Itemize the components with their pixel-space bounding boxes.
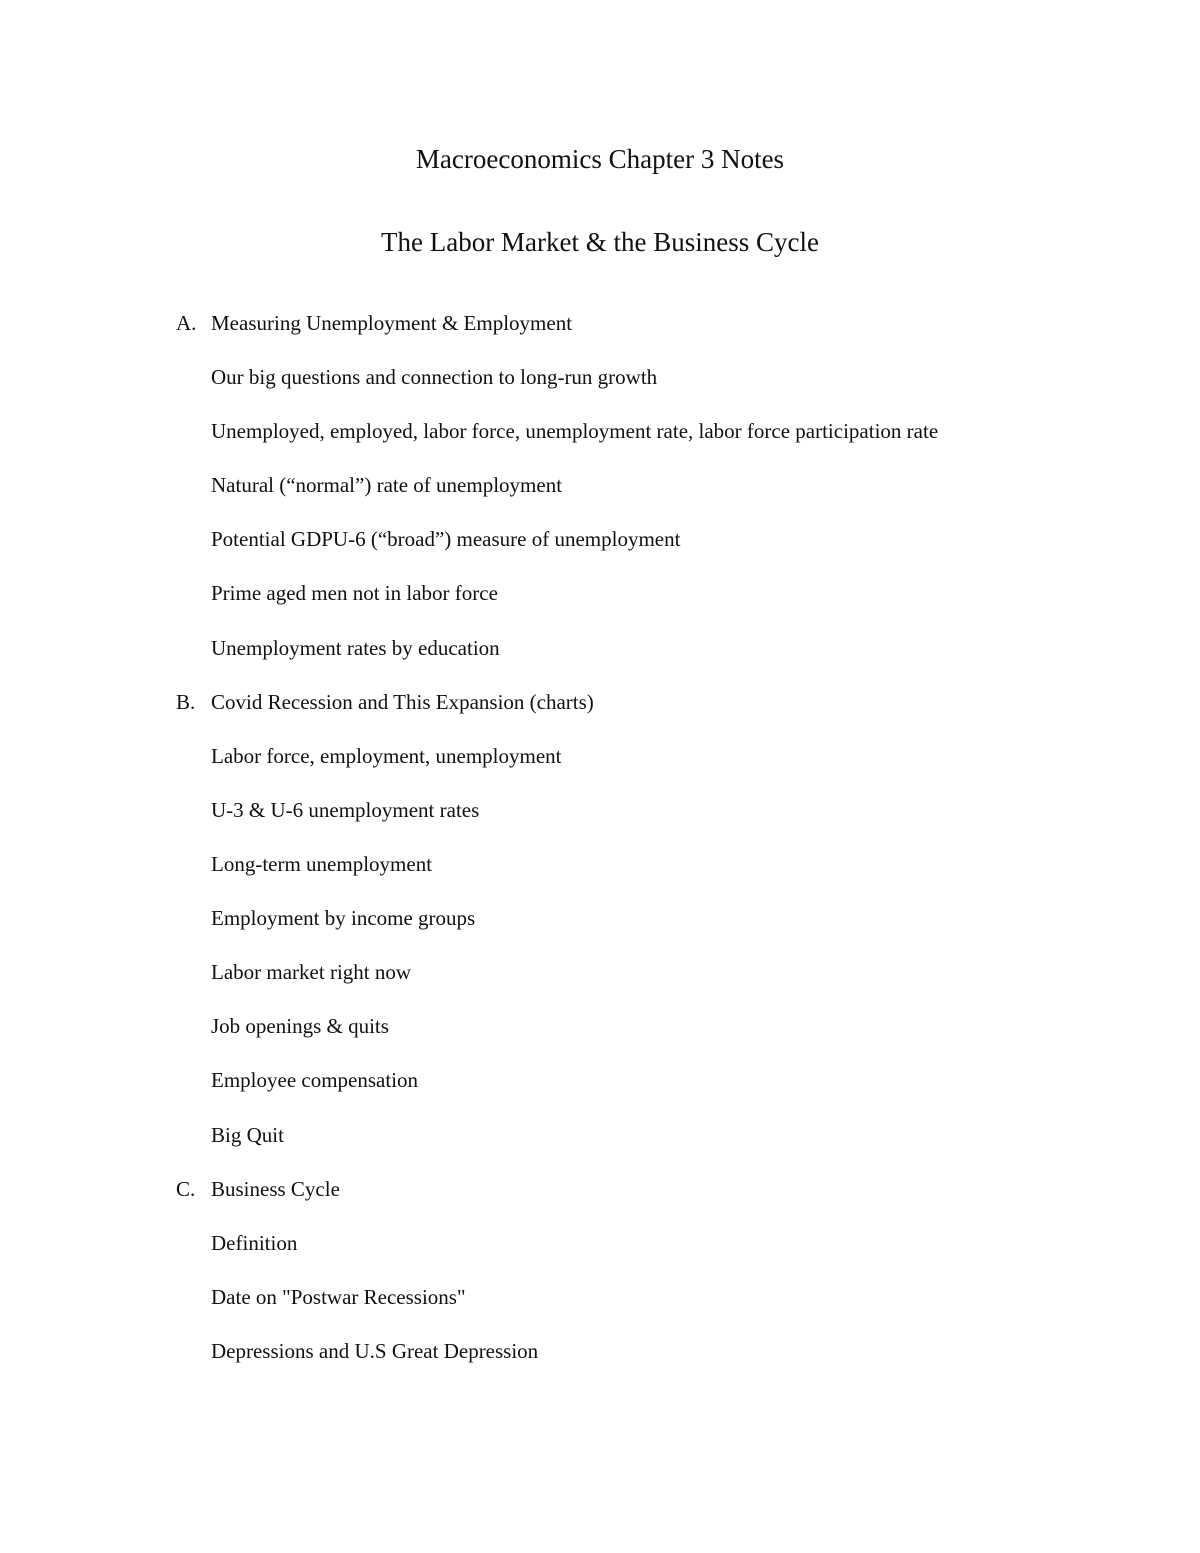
section-heading: Measuring Unemployment & Employment [211, 311, 573, 335]
list-item: Depressions and U.S Great Depression [211, 1339, 539, 1363]
list-item: Employee compensation [211, 1068, 419, 1092]
list-item: Our big questions and connection to long-run growth [211, 365, 658, 389]
section-heading: Business Cycle [211, 1177, 340, 1201]
list-item: Definition [211, 1231, 298, 1255]
list-item: Labor market right now [211, 960, 412, 984]
section-letter: A. [176, 311, 197, 335]
section-letter: C. [176, 1177, 196, 1201]
section-heading: Covid Recession and This Expansion (charts) [211, 690, 594, 714]
list-item: Unemployed, employed, labor force, unemployment rate, labor force participation rate [211, 419, 939, 443]
section-letter: B. [176, 690, 196, 714]
list-item: Employment by income groups [211, 906, 476, 930]
list-item: U-3 & U-6 unemployment rates [211, 798, 480, 822]
list-item: Date on "Postwar Recessions" [211, 1285, 466, 1309]
list-item: Natural (“normal”) rate of unemployment [211, 473, 563, 497]
list-item: Potential GDPU-6 (“broad”) measure of unemployment [211, 527, 681, 551]
list-item: Prime aged men not in labor force [211, 581, 498, 605]
document-title: Macroeconomics Chapter 3 Notes [415, 144, 785, 174]
list-item: Job openings & quits [211, 1014, 389, 1038]
document-subtitle: The Labor Market & the Business Cycle [381, 227, 819, 257]
list-item: Unemployment rates by education [211, 636, 500, 660]
list-item: Labor force, employment, unemployment [211, 744, 562, 768]
list-item: Long-term unemployment [211, 852, 433, 876]
list-item: Big Quit [211, 1123, 284, 1147]
